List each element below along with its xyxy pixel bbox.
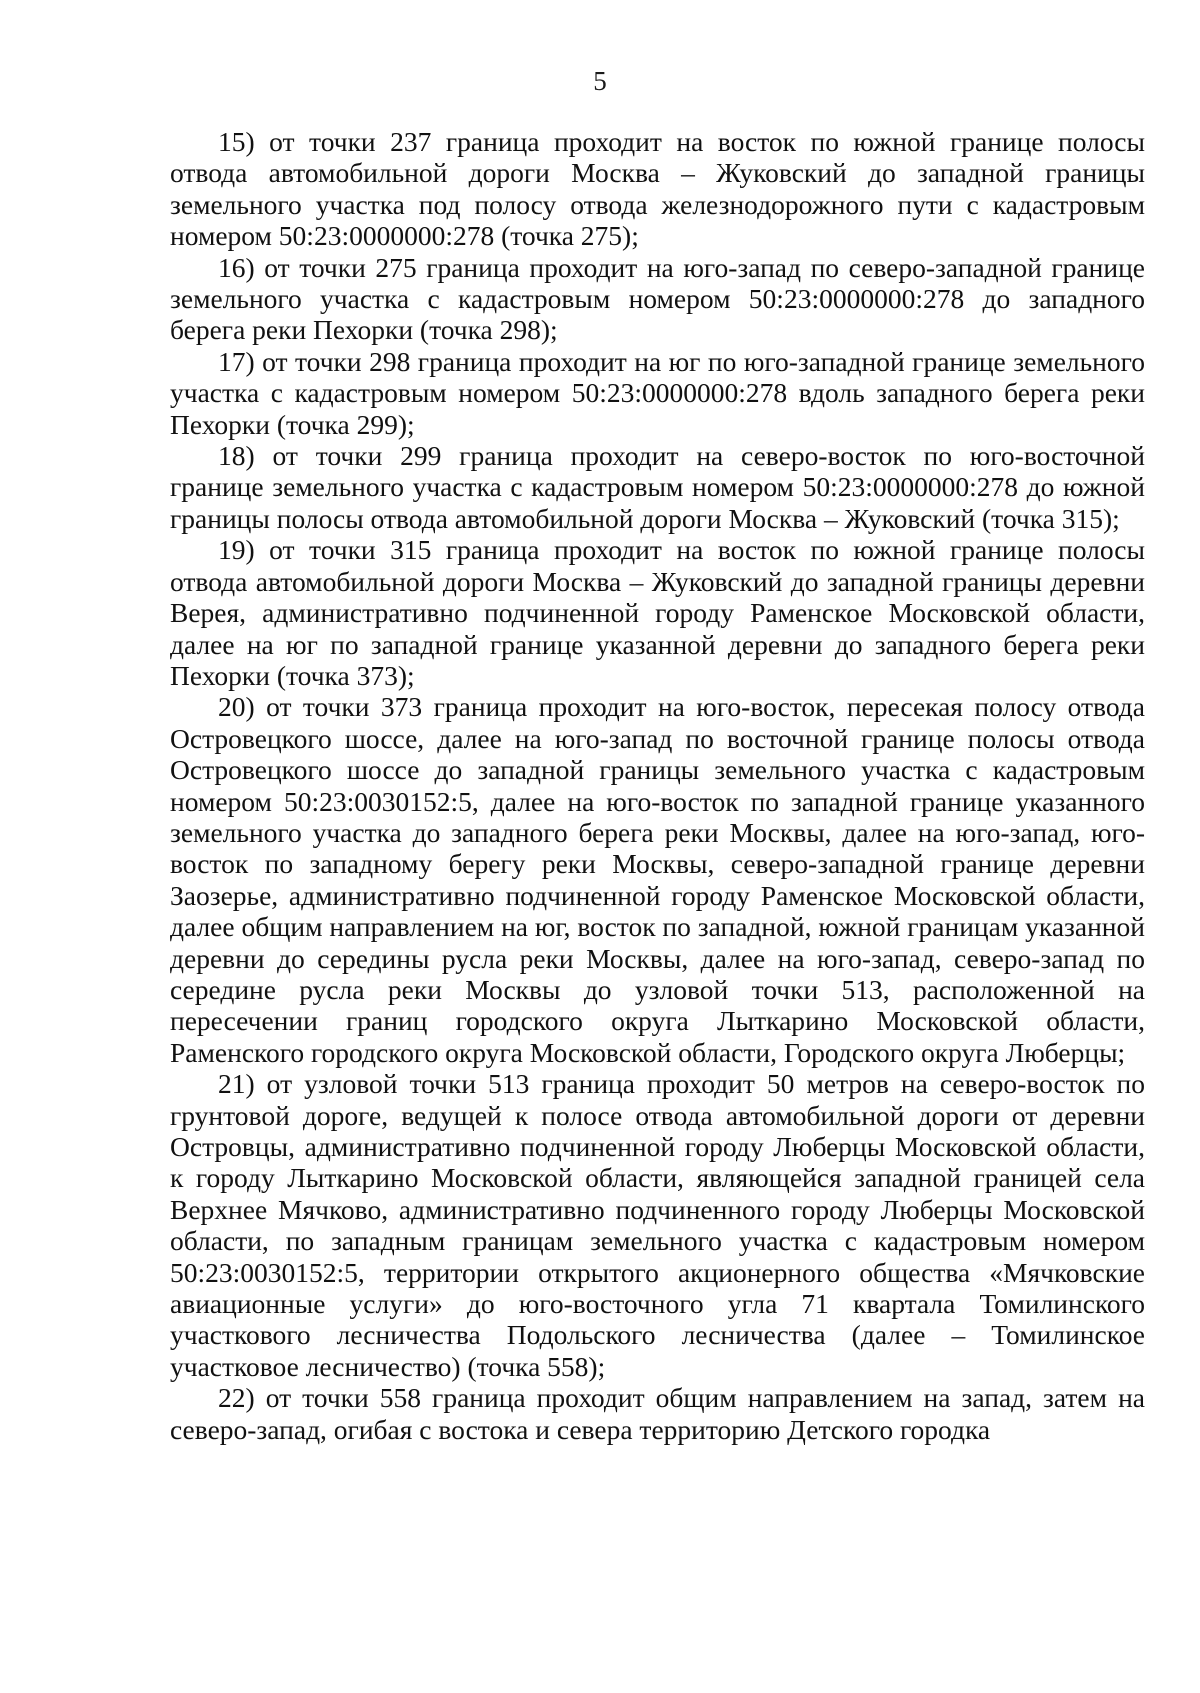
paragraph-21: 21) от узловой точки 513 граница проходит 50 метров на северо-восток по грунтовой дороге, ведущей к полосе отвода автомобильной дороги от деревни Островцы, административно подчиненной городу Люберцы Московской области, к городу Лыткарино Московской области, являющейся западной границей села Верхнее Мячково, административно подчиненного городу Люберцы Московской области, по западным границам земельного участка с кадастровым номером 50:23:0030152:5, территории открытого акционерного общества «Мячковские авиационные услуги» до юго-восточного угла 71 квартала Томилинского участкового лесничества Подольского лесничества (далее – Томилинское участковое лесничество) (точка 558); <box>170 1068 1145 1382</box>
page-number: 5 <box>593 66 607 96</box>
paragraph-18: 18) от точки 299 граница проходит на северо-восток по юго-восточной границе земельного участка с кадастровым номером 50:23:0000000:278 до южной границы полосы отвода автомобильной дороги Москва – Жуковский (точка 315); <box>170 440 1145 534</box>
paragraph-20: 20) от точки 373 граница проходит на юго-восток, пересекая полосу отвода Островецкого шоссе, далее на юго-запад по восточной границе полосы отвода Островецкого шоссе до западной границы земельного участка с кадастровым номером 50:23:0030152:5, далее на юго-восток по западной границе указанного земельного участка до западного берега реки Москвы, далее на юго-запад, юго-восток по западному берегу реки Москвы, северо-западной границе деревни Заозерье, административно подчиненной городу Раменское Московской области, далее общим направлением на юг, восток по западной, южной границам указанной деревни до середины русла реки Москвы, далее на юго-запад, северо-запад по середине русла реки Москвы до узловой точки 513, расположенной на пересечении границ городского округа Лыткарино Московской области, Раменского городского округа Московской области, Городского округа Люберцы; <box>170 691 1145 1068</box>
paragraph-19: 19) от точки 315 граница проходит на восток по южной границе полосы отвода автомобильной дороги Москва – Жуковский до западной границы деревни Верея, административно подчиненной городу Раменское Московской области, далее на юг по западной границе указанной деревни до западного берега реки Пехорки (точка 373); <box>170 534 1145 691</box>
document-body <box>170 126 1145 1445</box>
paragraph-22: 22) от точки 558 граница проходит общим направлением на запад, затем на северо-запад, огибая с востока и севера территорию Детского городка <box>170 1382 1145 1445</box>
paragraph-16: 16) от точки 275 граница проходит на юго-запад по северо-западной границе земельного участка с кадастровым номером 50:23:0000000:278 до западного берега реки Пехорки (точка 298); <box>170 251 1145 346</box>
paragraph-15: 15) от точки 237 граница проходит на восток по южной границе полосы отвода автомобильной дороги Москва – Жуковский до западной границы земельного участка под полосу отвода железнодорожного пути с кадастровым номером 50:23:0000000:278 (точка 275); <box>170 126 1145 252</box>
paragraph-17: 17) от точки 298 граница проходит на юг по юго-западной границе земельного участка с кадастровым номером 50:23:0000000:278 вдоль западного берега реки Пехорки (точка 299); <box>170 345 1145 440</box>
